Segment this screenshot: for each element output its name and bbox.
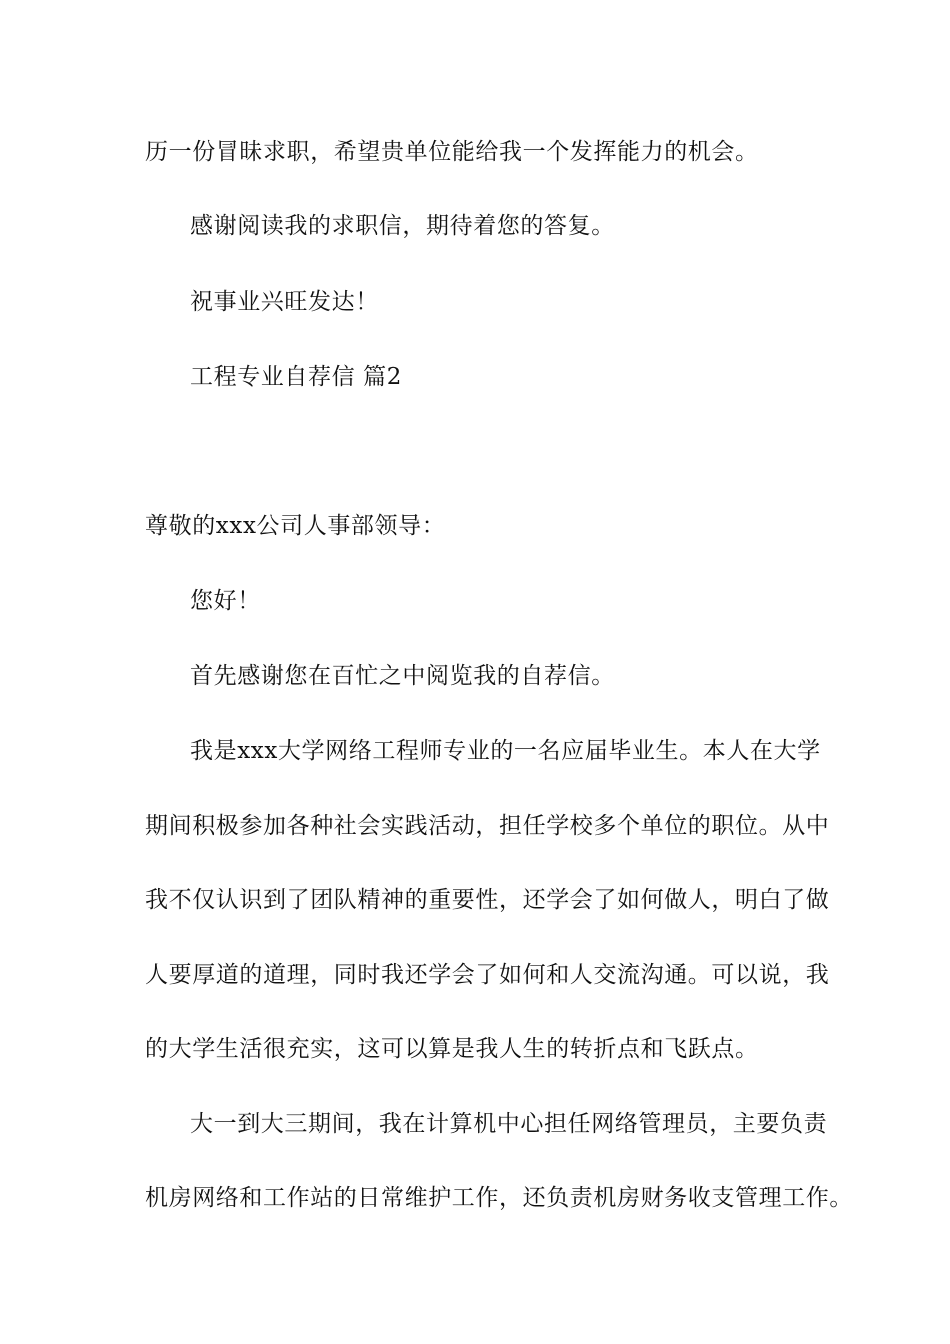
paragraph-line: 机房网络和工作站的日常维护工作，还负责机房财务收支管理工作。 xyxy=(145,1185,853,1211)
paragraph-line: 人要厚道的道理，同时我还学会了如何和人交流沟通。可以说，我 xyxy=(145,962,830,988)
paragraph-line: 的大学生活很充实，这可以算是我人生的转折点和飞跃点。 xyxy=(145,1036,759,1062)
greeting: 您好！ xyxy=(190,588,261,614)
paragraph: 感谢阅读我的求职信，期待着您的答复。 xyxy=(190,213,615,239)
paragraph-line: 我不仅认识到了团队精神的重要性，还学会了如何做人，明白了做 xyxy=(145,887,830,913)
salutation: 尊敬的xxx公司人事部领导： xyxy=(145,513,446,539)
paragraph-line: 我是xxx大学网络工程师专业的一名应届毕业生。本人在大学 xyxy=(190,738,821,764)
paragraph-line: 大一到大三期间，我在计算机中心担任网络管理员，主要负责 xyxy=(190,1111,828,1137)
paragraph-line: 期间积极参加各种社会实践活动，担任学校多个单位的职位。从中 xyxy=(145,813,830,839)
paragraph-continuation: 历一份冒昧求职，希望贵单位能给我一个发挥能力的机会。 xyxy=(145,139,759,165)
section-title: 工程专业自荐信 篇2 xyxy=(190,364,402,390)
paragraph: 首先感谢您在百忙之中阅览我的自荐信。 xyxy=(190,663,615,689)
closing-wish: 祝事业兴旺发达！ xyxy=(190,289,379,315)
